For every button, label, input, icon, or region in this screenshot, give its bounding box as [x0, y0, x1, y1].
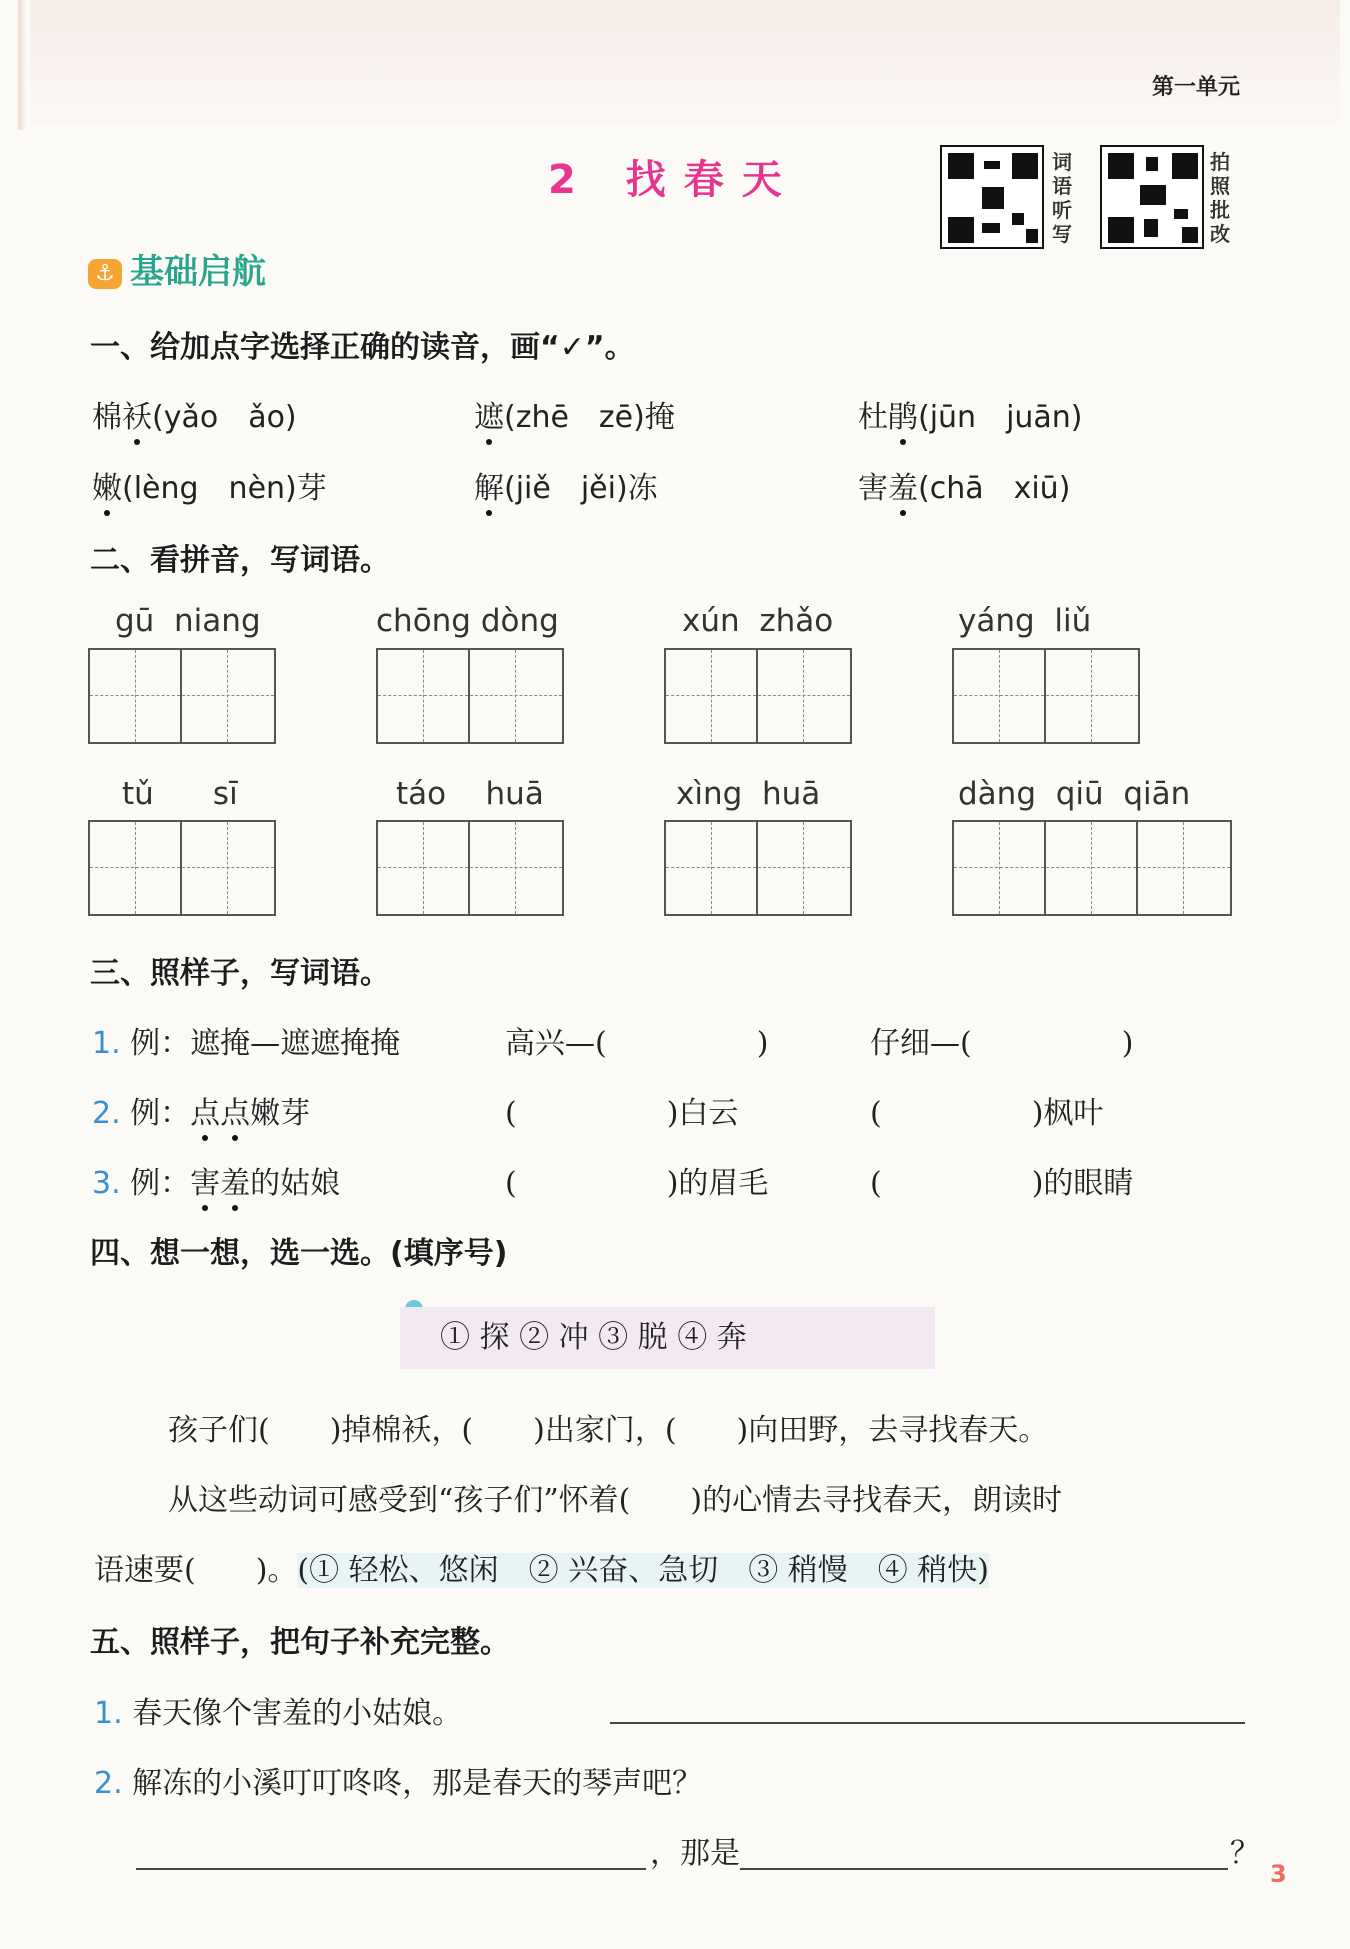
writing-grid-5[interactable]: [88, 820, 276, 916]
q3-row-1-blank-b[interactable]: 仔细—( ): [870, 1026, 1134, 1061]
pinyin-4: yáng liǔ: [958, 603, 1092, 639]
q4-sentence-3[interactable]: 语速要( )。(① 轻松、悠闲 ② 兴奋、急切 ③ 稍慢 ④ 稍快): [94, 1553, 989, 1588]
q3-row-3-blank-b[interactable]: ( )的眼睛: [870, 1166, 1134, 1201]
q1-item-5: 解(jiě jěi)冻: [474, 471, 658, 506]
q1-item-2: 遮(zhē zē)掩: [474, 400, 675, 435]
q3-row-2-example: 2. 例：点点嫩芽: [92, 1096, 311, 1131]
writing-grid-4[interactable]: [952, 648, 1140, 744]
q5-answer-line-1[interactable]: [610, 1722, 1245, 1724]
pinyin-8: dàng qiū qiān: [958, 776, 1191, 812]
writing-grid-7[interactable]: [664, 820, 852, 916]
question-4-title: 四、想一想，选一选。(填序号): [90, 1236, 508, 1271]
writing-grid-3[interactable]: [664, 648, 852, 744]
q5-item-2: 2. 解冻的小溪叮叮咚咚，那是春天的琴声吧？: [94, 1766, 703, 1801]
q3-row-3-example: 3. 例：害羞的姑娘: [92, 1166, 341, 1201]
q5-mid-text: ，那是: [650, 1836, 740, 1871]
section-header: [88, 244, 266, 293]
verb-choices: ① 探 ② 冲 ③ 脱 ④ 奔: [400, 1307, 935, 1369]
header-band: [30, 0, 1340, 125]
page-edge: [18, 0, 26, 130]
writing-grid-6[interactable]: [376, 820, 564, 916]
pinyin-2: chōng dòng: [376, 603, 559, 639]
pinyin-3: xún zhǎo: [682, 603, 834, 639]
question-2-title: 二、看拼音，写词语。: [90, 543, 390, 578]
writing-grid-1[interactable]: [88, 648, 276, 744]
qr-label-dictation: 词语听写: [1052, 150, 1072, 246]
pinyin-6: táo huā: [396, 776, 544, 812]
writing-grid-2[interactable]: [376, 648, 564, 744]
qr-label-photo-correct: 拍照批改: [1210, 150, 1230, 246]
question-1-title: 一、给加点字选择正确的读音，画“✓”。: [90, 330, 635, 365]
q3-row-3-blank-a[interactable]: ( )的眉毛: [505, 1166, 769, 1201]
q1-item-4: 嫩(lèng nèn)芽: [92, 471, 327, 506]
qr-code-dictation[interactable]: [940, 145, 1044, 249]
q4-sentence-1[interactable]: 孩子们( )掉棉袄，( )出家门，( )向田野，去寻找春天。: [168, 1413, 1049, 1448]
anchor-icon: ⚓: [88, 259, 122, 289]
writing-grid-8[interactable]: [952, 820, 1232, 916]
question-3-title: 三、照样子，写词语。: [90, 956, 390, 991]
lesson-title: 2 找春天: [548, 157, 800, 203]
pinyin-7: xìng huā: [676, 776, 821, 812]
question-5-title: 五、照样子，把句子补充完整。: [90, 1625, 510, 1660]
q3-row-1-blank-a[interactable]: 高兴—( ): [505, 1026, 769, 1061]
q5-answer-line-2a[interactable]: [136, 1868, 646, 1870]
q1-item-6: 害羞(chā xiū): [858, 471, 1071, 506]
pinyin-1: gū niang: [115, 603, 261, 639]
q3-row-2-blank-a[interactable]: ( )白云: [505, 1096, 739, 1131]
page-number: 3: [1270, 1860, 1287, 1888]
q4-options-hint: (① 轻松、悠闲 ② 兴奋、急切 ③ 稍慢 ④ 稍快): [297, 1553, 989, 1588]
q5-item-1: 1. 春天像个害羞的小姑娘。: [94, 1696, 463, 1731]
q5-answer-line-2b[interactable]: [740, 1868, 1228, 1870]
unit-label: 第一单元: [1151, 75, 1240, 100]
q3-row-1-example: 1. 例：遮掩—遮遮掩掩: [92, 1026, 401, 1061]
section-title: 基础启航: [130, 252, 266, 292]
q1-item-1: 棉袄(yǎo ǎo): [92, 400, 297, 435]
q1-item-3: 杜鹃(jūn juān): [858, 400, 1083, 435]
qr-code-photo-correct[interactable]: [1100, 145, 1204, 249]
q5-end-mark: ？: [1230, 1836, 1260, 1871]
q4-sentence-2[interactable]: 从这些动词可感受到“孩子们”怀着( )的心情去寻找春天，朗读时: [168, 1483, 1063, 1518]
pinyin-5: tǔ sī: [122, 776, 238, 812]
q3-row-2-blank-b[interactable]: ( )枫叶: [870, 1096, 1104, 1131]
